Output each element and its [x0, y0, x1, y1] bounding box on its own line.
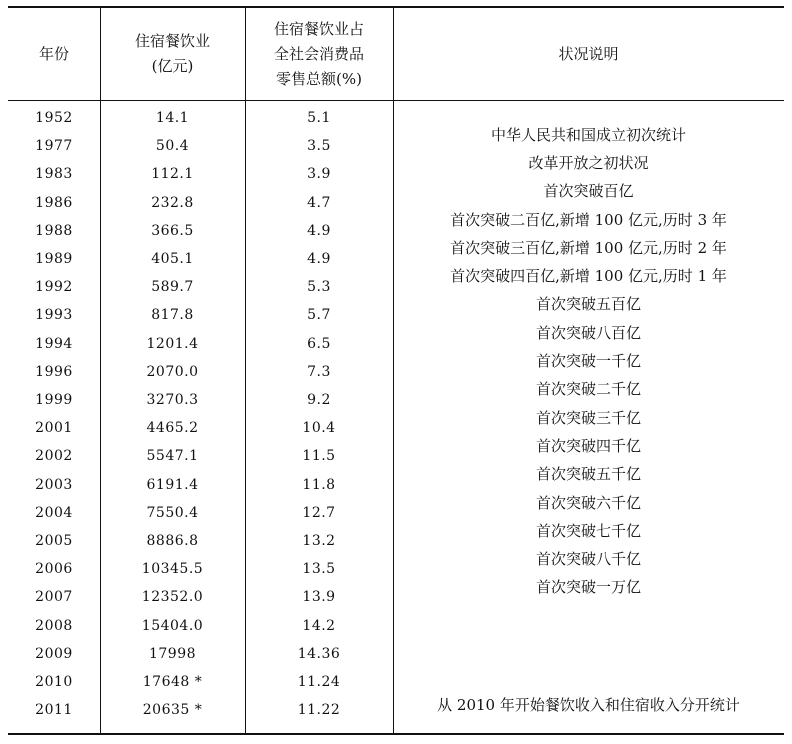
cell-year: 1999	[35, 392, 73, 409]
cell-share: 3.5	[307, 138, 331, 155]
header-revenue-label: 住宿餐饮业	[134, 32, 210, 50]
cell-revenue: 405.1	[151, 251, 194, 268]
cell-share: 7.3	[307, 363, 331, 380]
note-item: 首次突破六千亿	[535, 493, 641, 512]
cell-revenue: 10345.5	[141, 561, 204, 578]
cell-year: 2008	[35, 617, 73, 634]
header-share-line2: 全社会消费品	[273, 44, 364, 63]
note-item: 首次突破八百亿	[535, 323, 641, 342]
cell-revenue: 14.1	[155, 110, 190, 127]
header-revenue-unit: (亿元)	[151, 57, 194, 75]
cell-revenue: 12352.0	[141, 589, 204, 606]
cell-share: 5.3	[307, 279, 331, 296]
header-share-line3: 零售总额(%)	[276, 69, 362, 88]
note-item: 首次突破四百亿,新增 100 亿元,历时 1 年	[450, 267, 727, 286]
cell-year: 1989	[35, 251, 73, 268]
header-revenue	[100, 8, 245, 100]
cell-revenue: 232.8	[151, 194, 194, 211]
cell-share: 4.9	[307, 251, 331, 268]
cell-share: 6.5	[307, 335, 331, 352]
cell-revenue: 5547.1	[146, 448, 199, 465]
cell-share: 4.9	[307, 222, 331, 239]
cell-revenue: 6191.4	[146, 476, 199, 493]
note-item: 首次突破二百亿,新增 100 亿元,历时 3 年	[450, 210, 727, 229]
note-item: 首次突破百亿	[543, 182, 634, 201]
note-item: 首次突破三千亿	[535, 408, 641, 427]
cell-share: 14.36	[297, 645, 341, 662]
cell-share: 12.7	[302, 504, 336, 521]
note-item: 首次突破三百亿,新增 100 亿元,历时 2 年	[450, 238, 727, 257]
cell-year: 1992	[35, 279, 73, 296]
note-item: 首次突破五百亿	[535, 295, 641, 314]
cell-year: 2005	[35, 533, 73, 550]
cell-year: 1983	[35, 166, 73, 183]
note-item: 首次突破四千亿	[535, 436, 641, 455]
cell-year: 2011	[35, 702, 73, 719]
cell-year: 1993	[35, 307, 73, 324]
cell-year: 2004	[35, 504, 73, 521]
note-item: 改革开放之初状况	[528, 153, 649, 172]
cell-share: 14.2	[302, 617, 336, 634]
header-divider	[8, 100, 784, 101]
note-item: 中华人民共和国成立初次统计	[490, 125, 686, 144]
note-item: 首次突破二千亿	[535, 380, 641, 399]
cell-share: 5.7	[307, 307, 331, 324]
cell-year: 2001	[35, 420, 73, 437]
cell-revenue: 3270.3	[146, 392, 199, 409]
cell-revenue: 17648 *	[142, 674, 203, 691]
cell-share: 10.4	[302, 420, 336, 437]
cell-revenue: 817.8	[151, 307, 194, 324]
cell-revenue: 4465.2	[146, 420, 199, 437]
cell-revenue: 50.4	[155, 138, 190, 155]
header-share-line1: 住宿餐饮业占	[273, 19, 364, 38]
header-year	[8, 8, 100, 100]
cell-year: 1952	[35, 110, 73, 127]
note-item: 首次突破一千亿	[535, 352, 641, 371]
cell-revenue: 1201.4	[146, 335, 199, 352]
cell-year: 1977	[35, 138, 73, 155]
cell-year: 2002	[35, 448, 73, 465]
cell-share: 11.8	[302, 476, 336, 493]
cell-share: 11.5	[302, 448, 336, 465]
header-note	[393, 8, 784, 100]
note-item: 首次突破七千亿	[535, 521, 641, 540]
footnote: 从 2010 年开始餐饮收入和住宿收入分开统计	[437, 695, 740, 714]
cell-revenue: 17998	[148, 645, 197, 662]
cell-revenue: 112.1	[151, 166, 194, 183]
cell-year: 1994	[35, 335, 73, 352]
cell-share: 13.5	[302, 561, 336, 578]
header-year-label: 年份	[38, 44, 69, 63]
cell-revenue: 15404.0	[141, 617, 204, 634]
cell-share: 11.22	[297, 702, 341, 719]
cell-share: 3.9	[307, 166, 331, 183]
cell-year: 2007	[35, 589, 73, 606]
cell-year: 2009	[35, 645, 73, 662]
cell-revenue: 366.5	[151, 222, 194, 239]
note-item: 首次突破八千亿	[535, 550, 641, 569]
cell-revenue: 20635 *	[142, 702, 203, 719]
cell-share: 13.9	[302, 589, 336, 606]
header-share	[245, 8, 393, 100]
statistics-table	[8, 6, 784, 735]
cell-year: 1988	[35, 222, 73, 239]
cell-revenue: 8886.8	[146, 533, 199, 550]
header-note-label: 状况说明	[558, 44, 619, 63]
cell-share: 5.1	[307, 110, 331, 127]
note-item: 首次突破一万亿	[535, 578, 641, 597]
note-item: 首次突破五千亿	[535, 465, 641, 484]
cell-share: 4.7	[307, 194, 331, 211]
cell-year: 1996	[35, 363, 73, 380]
cell-year: 2010	[35, 674, 73, 691]
cell-revenue: 7550.4	[146, 504, 199, 521]
cell-year: 2003	[35, 476, 73, 493]
cell-share: 11.24	[297, 674, 341, 691]
cell-revenue: 589.7	[151, 279, 194, 296]
cell-revenue: 2070.0	[146, 363, 199, 380]
cell-year: 1986	[35, 194, 73, 211]
cell-share: 9.2	[307, 392, 331, 409]
cell-share: 13.2	[302, 533, 336, 550]
cell-year: 2006	[35, 561, 73, 578]
